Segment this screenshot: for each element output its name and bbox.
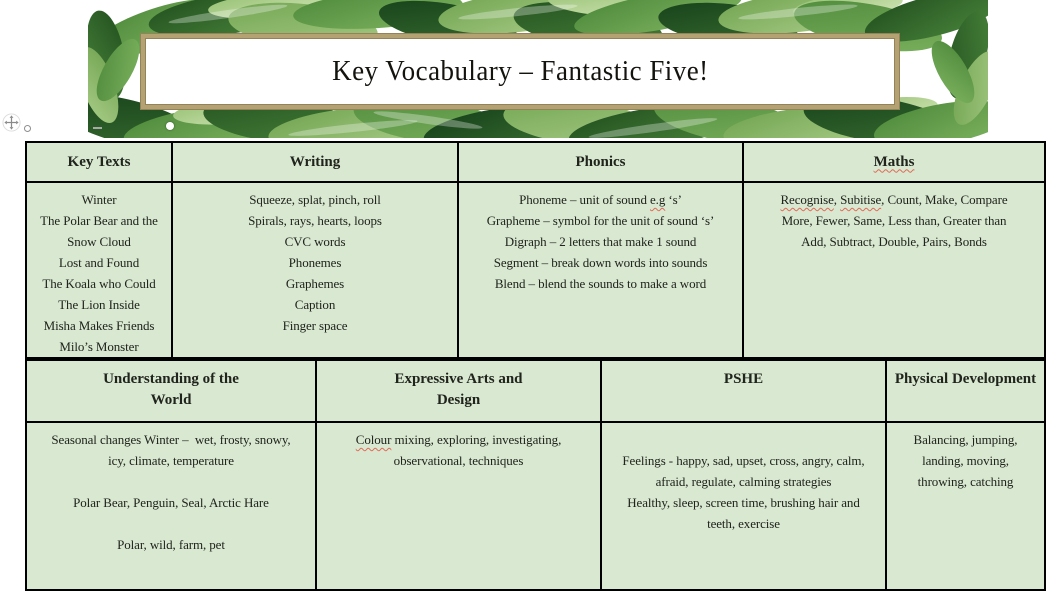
header-key-texts[interactable] bbox=[27, 143, 173, 183]
header-understanding-of-the-world[interactable] bbox=[27, 361, 317, 423]
text-line: Phoneme – unit of sound e.g ‘s’ bbox=[519, 192, 682, 207]
text-line: throwing, catching bbox=[917, 474, 1014, 489]
text-line: Finger space bbox=[282, 318, 348, 333]
text-line: Seasonal changes Winter – wet, frosty, snowy, bbox=[51, 432, 291, 447]
cell-physical-development[interactable] bbox=[887, 423, 1044, 589]
header-label: Maths bbox=[873, 153, 915, 170]
text-line: Snow Cloud bbox=[67, 234, 131, 249]
table-section-bottom bbox=[25, 359, 1046, 591]
text-line: Polar, wild, farm, pet bbox=[117, 537, 225, 552]
resize-dash-icon[interactable] bbox=[93, 127, 102, 129]
text-line: observational, techniques bbox=[393, 453, 524, 468]
text-line: Phonemes bbox=[288, 255, 342, 270]
move-handle[interactable] bbox=[2, 113, 21, 132]
header-pshe[interactable] bbox=[602, 361, 887, 423]
cell-pshe[interactable] bbox=[602, 423, 887, 589]
text-line: Grapheme – symbol for the unit of sound ‘s’ bbox=[486, 213, 715, 228]
header-label: Phonics bbox=[575, 153, 626, 170]
text-line: Winter bbox=[81, 192, 117, 207]
cell-maths[interactable] bbox=[744, 183, 1044, 357]
text-line: The Lion Inside bbox=[58, 297, 140, 312]
header-label: Understanding of the World bbox=[103, 371, 239, 408]
header-physical-development[interactable] bbox=[887, 361, 1044, 423]
header-writing[interactable] bbox=[173, 143, 459, 183]
text-line: landing, moving, bbox=[922, 453, 1009, 468]
title-banner bbox=[88, 0, 988, 138]
cell-phonics[interactable] bbox=[459, 183, 744, 357]
title-box[interactable] bbox=[141, 34, 899, 109]
header-label: Expressive Arts and Design bbox=[394, 371, 523, 408]
text-line: Milo’s Monster bbox=[59, 339, 139, 354]
text-line: Segment – break down words into sounds bbox=[493, 255, 708, 270]
text-line: Caption bbox=[294, 297, 336, 312]
text-line bbox=[27, 471, 315, 492]
table-section-top bbox=[25, 141, 1046, 359]
text-line: teeth, exercise bbox=[707, 516, 780, 531]
selection-dot-icon[interactable] bbox=[166, 122, 174, 130]
text-line: Blend – blend the sounds to make a word bbox=[494, 276, 707, 291]
text-line bbox=[27, 513, 315, 534]
text-line: More, Fewer, Same, Less than, Greater than bbox=[781, 213, 1007, 228]
header-label: Writing bbox=[289, 153, 341, 170]
header-label: PSHE bbox=[723, 371, 764, 387]
text-line: Feelings - happy, sad, upset, cross, angry, calm, bbox=[622, 453, 865, 468]
text-line: The Polar Bear and the bbox=[40, 213, 158, 228]
text-line: Polar Bear, Penguin, Seal, Arctic Hare bbox=[73, 495, 269, 510]
text-line bbox=[602, 429, 885, 450]
header-phonics[interactable] bbox=[459, 143, 744, 183]
header-expressive-arts-and-design[interactable] bbox=[317, 361, 602, 423]
cell-key-texts[interactable] bbox=[27, 183, 173, 357]
text-line: Lost and Found bbox=[58, 255, 140, 270]
text-line: Squeeze, splat, pinch, roll bbox=[249, 192, 381, 207]
text-line: Recognise, Subitise, Count, Make, Compare bbox=[780, 192, 1008, 207]
text-line: Misha Makes Friends bbox=[43, 318, 155, 333]
text-line: afraid, regulate, calming strategies bbox=[655, 474, 832, 489]
text-line: Colour mixing, exploring, investigating, bbox=[355, 432, 562, 447]
header-maths[interactable] bbox=[744, 143, 1044, 183]
text-line: CVC words bbox=[284, 234, 346, 249]
text-line: icy, climate, temperature bbox=[108, 453, 234, 468]
cell-writing[interactable] bbox=[173, 183, 459, 357]
page-title: Key Vocabulary – Fantastic Five! bbox=[331, 55, 709, 87]
text-line: Add, Subtract, Double, Pairs, Bonds bbox=[801, 234, 987, 249]
text-line: Healthy, sleep, screen time, brushing hair and bbox=[627, 495, 860, 510]
text-line: The Koala who Could bbox=[42, 276, 156, 291]
selection-handle-icon[interactable] bbox=[24, 125, 31, 132]
vocabulary-table bbox=[25, 141, 1046, 591]
header-label: Key Texts bbox=[67, 153, 131, 170]
text-line: Digraph – 2 letters that make 1 sound bbox=[504, 234, 697, 249]
text-line: Spirals, rays, hearts, loops bbox=[248, 213, 382, 228]
text-line: Balancing, jumping, bbox=[913, 432, 1018, 447]
header-label: Physical Development bbox=[894, 371, 1037, 387]
cell-expressive-arts-and-design[interactable] bbox=[317, 423, 602, 589]
cell-understanding-of-the-world[interactable] bbox=[27, 423, 317, 589]
four-way-move-icon bbox=[2, 113, 21, 132]
text-line: Graphemes bbox=[285, 276, 345, 291]
